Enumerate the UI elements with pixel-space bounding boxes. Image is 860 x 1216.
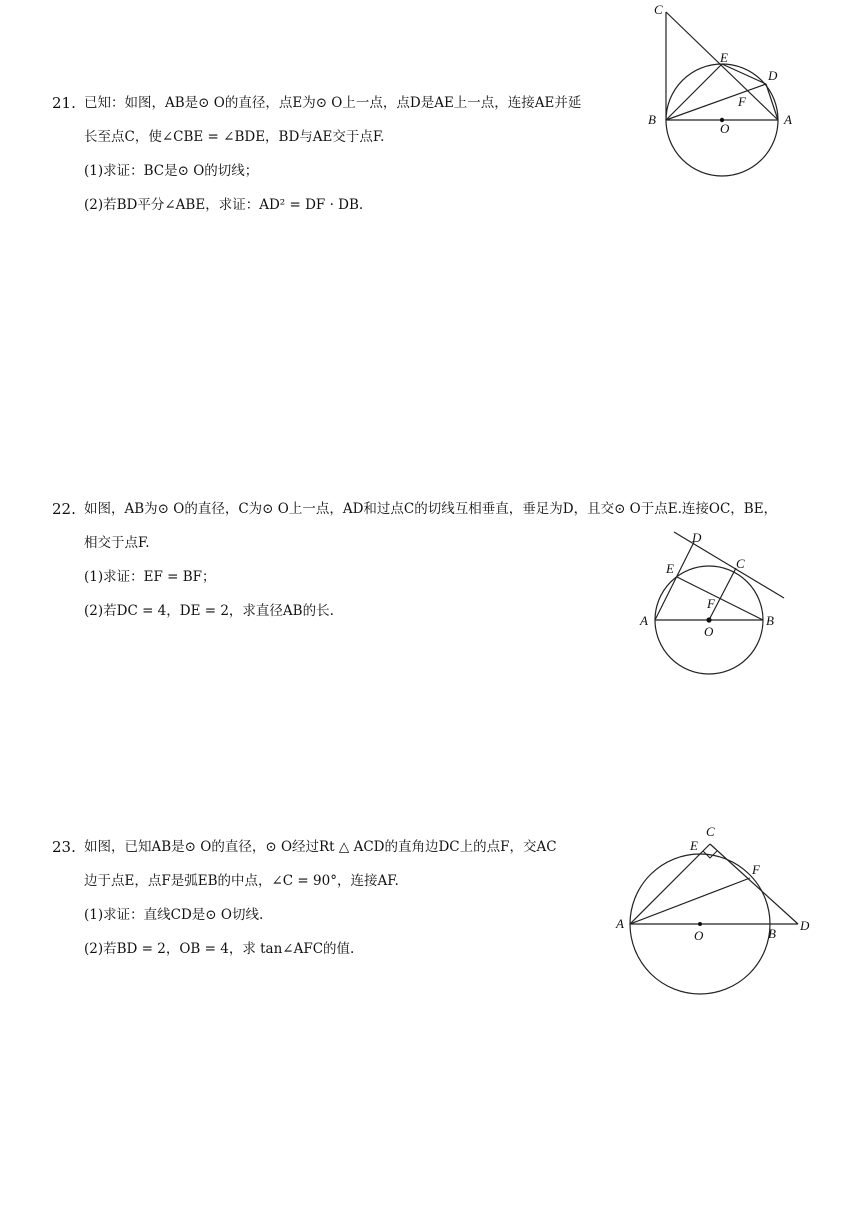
label-F: F	[738, 94, 746, 109]
label-C: C	[706, 824, 715, 839]
label-O: O	[704, 624, 714, 639]
label-C: C	[736, 556, 745, 571]
label-D: D	[768, 68, 778, 83]
question-part-1: (1)求证：EF = BF；	[84, 569, 216, 585]
label-B: B	[766, 613, 774, 628]
label-B: B	[648, 112, 656, 127]
label-O: O	[720, 121, 730, 136]
question-text-line: 如图，已知AB是⊙ O的直径，⊙ O经过Rt △ ACD的直角边DC上的点F，交AC	[84, 839, 557, 855]
question-part-2: (2)若BD平分∠ABE，求证：AD² = DF · DB.	[84, 197, 364, 213]
question-number: 21.	[52, 94, 76, 112]
question-text-line: 边于点E，点F是弧EB的中点，∠C = 90°，连接AF.	[84, 873, 399, 889]
label-O: O	[694, 928, 704, 943]
label-E: E	[720, 50, 728, 65]
question-text-line: 相交于点F.	[84, 535, 150, 551]
label-A: A	[616, 916, 624, 931]
label-A: A	[640, 613, 648, 628]
label-D: D	[800, 918, 810, 933]
label-F: F	[752, 862, 760, 877]
label-A: A	[784, 112, 792, 127]
question-part-1: (1)求证：直线CD是⊙ O切线.	[84, 907, 264, 923]
label-B: B	[768, 926, 776, 941]
question-part-2: (2)若DC = 4，DE = 2，求直径AB的长.	[84, 603, 334, 619]
question-number: 23.	[52, 838, 76, 856]
geometry-figure-22	[630, 528, 800, 678]
label-F: F	[707, 596, 715, 611]
label-E: E	[690, 838, 698, 853]
geometry-figure-23	[610, 818, 820, 1003]
question-text-line: 长至点C，使∠CBE = ∠BDE，BD与AE交于点F.	[84, 129, 385, 145]
question-part-2: (2)若BD = 2，OB = 4，求 tan∠AFC的值.	[84, 941, 355, 957]
label-C: C	[654, 2, 663, 17]
geometry-figure-21	[640, 0, 810, 185]
question-part-1: (1)求证：BC是⊙ O的切线；	[84, 163, 259, 179]
question-text-line: 如图，AB为⊙ O的直径，C为⊙ O上一点，AD和过点C的切线互相垂直，垂足为D，且交⊙ O于点E.连接OC，BE，	[84, 501, 778, 517]
label-D: D	[692, 530, 702, 545]
question-number: 22.	[52, 500, 76, 518]
label-E: E	[666, 561, 674, 576]
question-text-line: 已知：如图，AB是⊙ O的直径，点E为⊙ O上一点，点D是AE上一点，连接AE并延	[84, 95, 582, 111]
